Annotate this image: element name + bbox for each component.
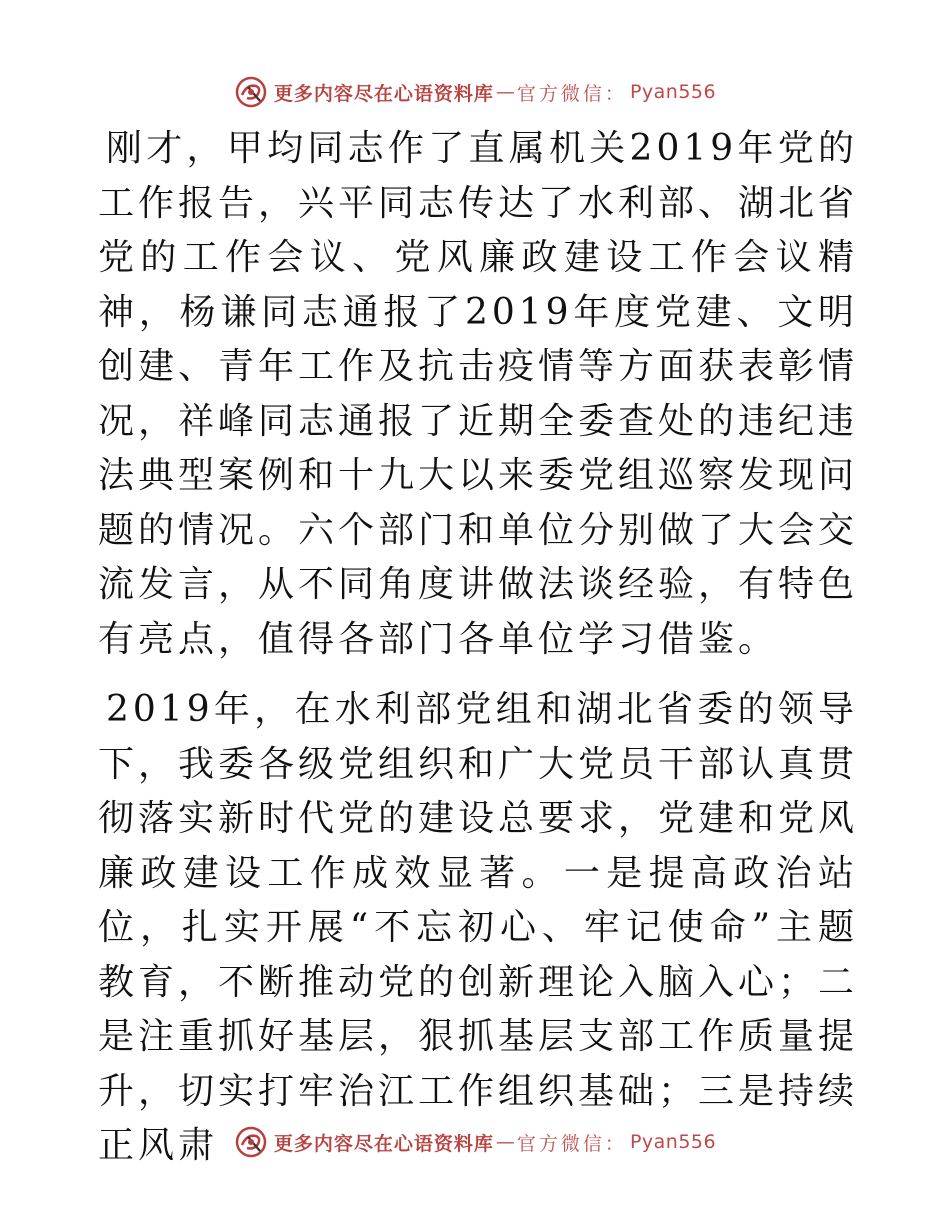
document-body <box>98 122 858 1174</box>
header-watermark <box>0 72 950 112</box>
footer-watermark <box>0 1122 950 1162</box>
watermark-separator: ： <box>604 82 624 105</box>
watermark-wechat-handle: Pyan556 <box>629 81 717 103</box>
paragraph-1: 刚才，甲均同志作了直属机关2019年党的工作报告，兴平同志传达了水利部、湖北省党的工作会议、党风廉政建设工作会议精神，杨谦同志通报了2019年度党建、文明创建、青年工作及抗击疫情等方面获表彰情况，祥峰同志通报了近期全委查处的违纪违法典型案例和十九大以来委党组巡察发现问题的情况。六个部门和单位分别做了大会交流发言，从不同角度讲做法谈经验，有特色有亮点，值得各部门各单位学习借鉴。 <box>98 128 859 660</box>
paragraph-2: 2019年，在水利部党组和湖北省委的领导下，我委各级党组织和广大党员干部认真贯彻落实新时代党的建设总要求，党建和党风廉政建设工作成效显著。一是提高政治站位，扎实开展“不忘初心、牢记使命”主题教育，不断推动党的创新理论入脑入心；二是注重抓好基层，狠抓基层支部工作质量提升，切实打牢治江工作组织基础；三是持续正风肃 <box>98 689 859 1166</box>
watermark-wechat-label: 官方微信 <box>516 82 605 105</box>
watermark-dash: — <box>495 81 515 103</box>
brand-logo-icon <box>234 1125 268 1159</box>
watermark-dash: — <box>495 1131 515 1153</box>
watermark-wechat-handle: Pyan556 <box>629 1131 717 1153</box>
watermark-brand-text: 更多内容尽在心语资料库 <box>273 1132 494 1155</box>
watermark-brand-text: 更多内容尽在心语资料库 <box>273 82 494 105</box>
brand-logo-icon <box>234 75 268 109</box>
watermark-separator: ： <box>604 1132 624 1155</box>
watermark-wechat-label: 官方微信 <box>516 1132 605 1155</box>
